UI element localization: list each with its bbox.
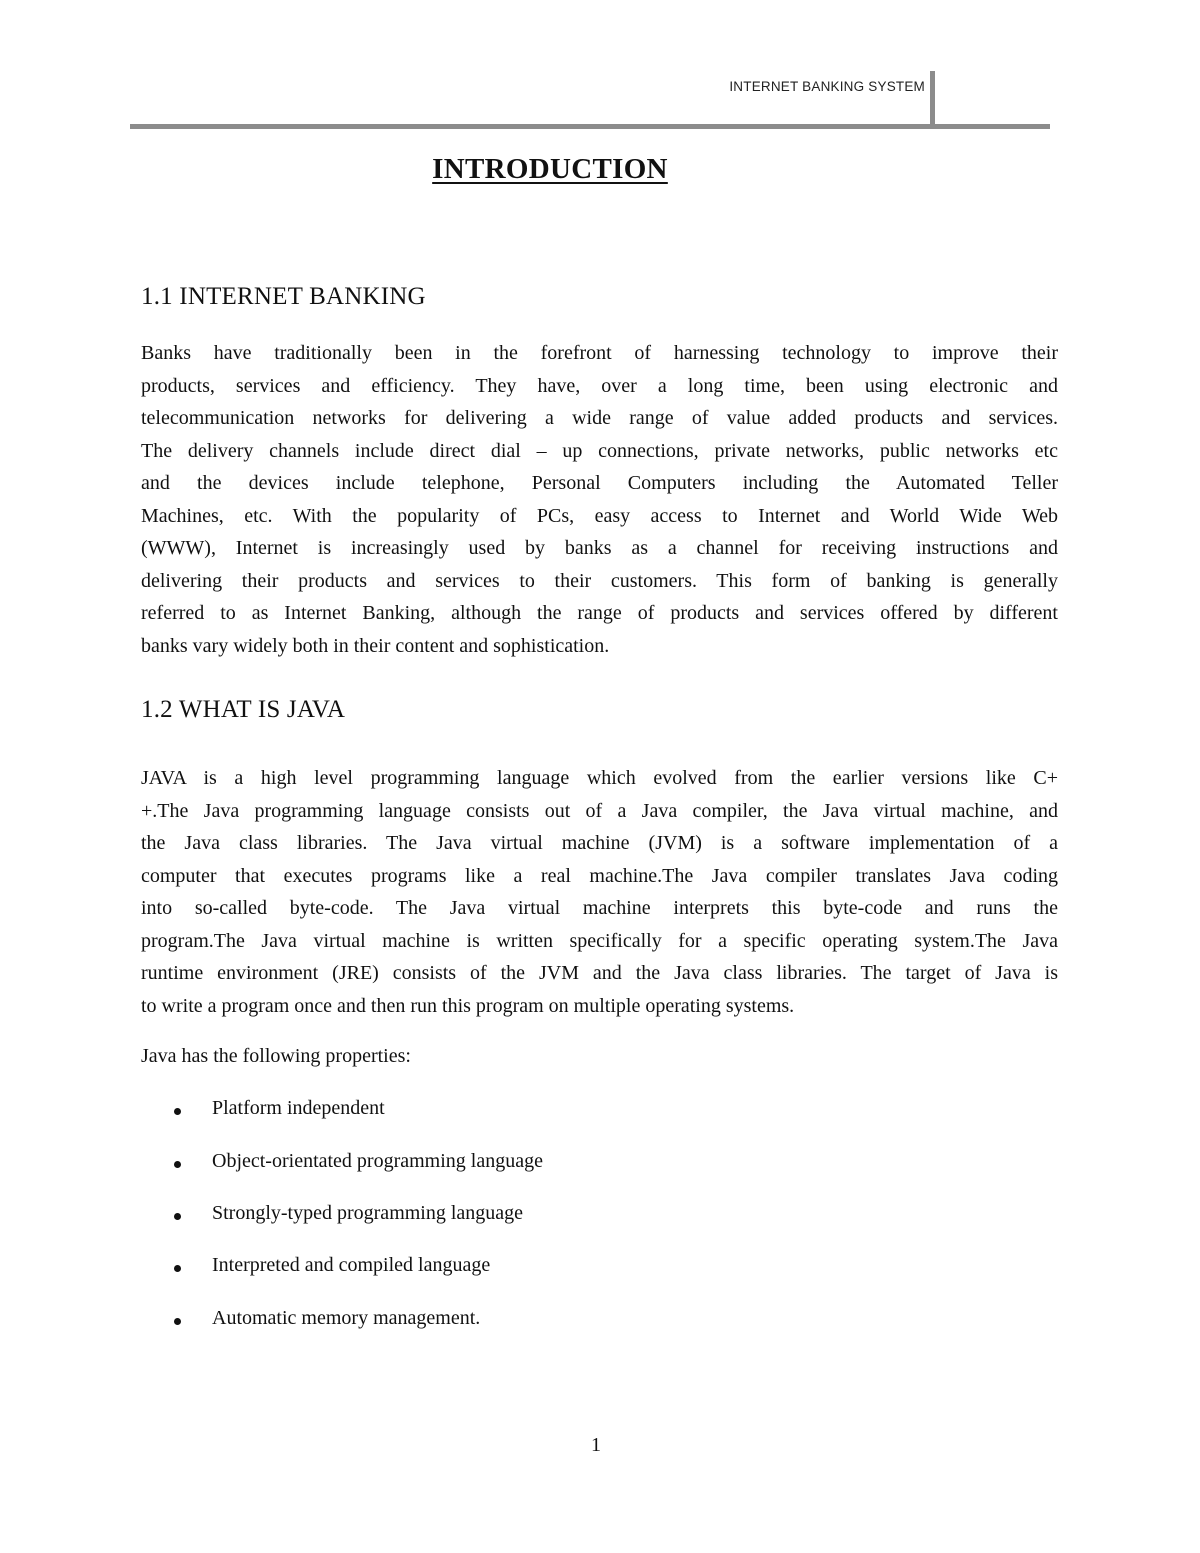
paragraph-line: Machines, etc. With the popularity of PCs, easy access to Internet and World Wide Web [141,504,1058,527]
list-item-text: Object-orientated programming language [212,1150,543,1172]
paragraph-line: the Java class libraries. The Java virtual machine (JVM) is a software implementation of a [141,832,1058,854]
java-paragraph [141,762,1058,1022]
paragraph-line: +.The Java programming language consists out of a Java compiler, the Java virtual machine, and [141,799,1058,822]
internet-banking-paragraph [141,337,1058,662]
bullet-icon [174,1213,181,1220]
list-item-text: Interpreted and compiled language [212,1254,491,1276]
page-number: 1 [591,1434,601,1456]
paragraph-line: runtime environment (JRE) consists of the JVM and the Java class libraries. The target of Java is [141,962,1058,984]
bullet-icon [174,1108,181,1115]
running-header-title: INTERNET BANKING SYSTEM [729,79,925,94]
header-horizontal-rule [130,124,1050,129]
paragraph-line: telecommunication networks for delivering a wide range of value added products and services. [141,407,1058,429]
paragraph-line: into so-called byte-code. The Java virtual machine interprets this byte-code and runs the [141,897,1058,919]
paragraph-line: referred to as Internet Banking, although the range of products and services offered by different [141,602,1058,624]
paragraph-line: program.The Java virtual machine is written specifically for a specific operating system.The Java [141,929,1058,952]
list-item-text: Automatic memory management. [212,1307,481,1329]
paragraph-line: and the devices include telephone, Personal Computers including the Automated Teller [141,472,1058,494]
paragraph-line: Banks have traditionally been in the forefront of harnessing technology to improve their [141,342,1058,364]
paragraph-line: (WWW), Internet is increasingly used by banks as a channel for receiving instructions and [141,537,1058,559]
bullet-icon [174,1318,181,1325]
paragraph-line: banks vary widely both in their content and sophistication. [141,634,610,657]
section-heading-internet-banking: 1.1 INTERNET BANKING [141,283,426,310]
header-vertical-rule [930,71,935,128]
bullet-icon [174,1161,181,1168]
paragraph-line: products, services and efficiency. They have, over a long time, been using electronic and [141,374,1058,397]
paragraph-line: computer that executes programs like a real machine.The Java compiler translates Java coding [141,864,1058,887]
paragraph-line: JAVA is a high level programming language which evolved from the earlier versions like C+ [141,767,1058,789]
properties-intro: Java has the following properties: [141,1045,411,1067]
section-heading-what-is-java: 1.2 WHAT IS JAVA [141,696,346,723]
list-item-text: Strongly-typed programming language [212,1202,524,1224]
paragraph-line: to write a program once and then run this program on multiple operating systems. [141,994,795,1017]
bullet-icon [174,1265,181,1272]
paragraph-line: The delivery channels include direct dial – up connections, private networks, public networks etc [141,439,1058,462]
list-item-text: Platform independent [212,1097,385,1119]
paragraph-line: delivering their products and services to their customers. This form of banking is generally [141,569,1058,592]
document-title: INTRODUCTION [432,153,668,185]
